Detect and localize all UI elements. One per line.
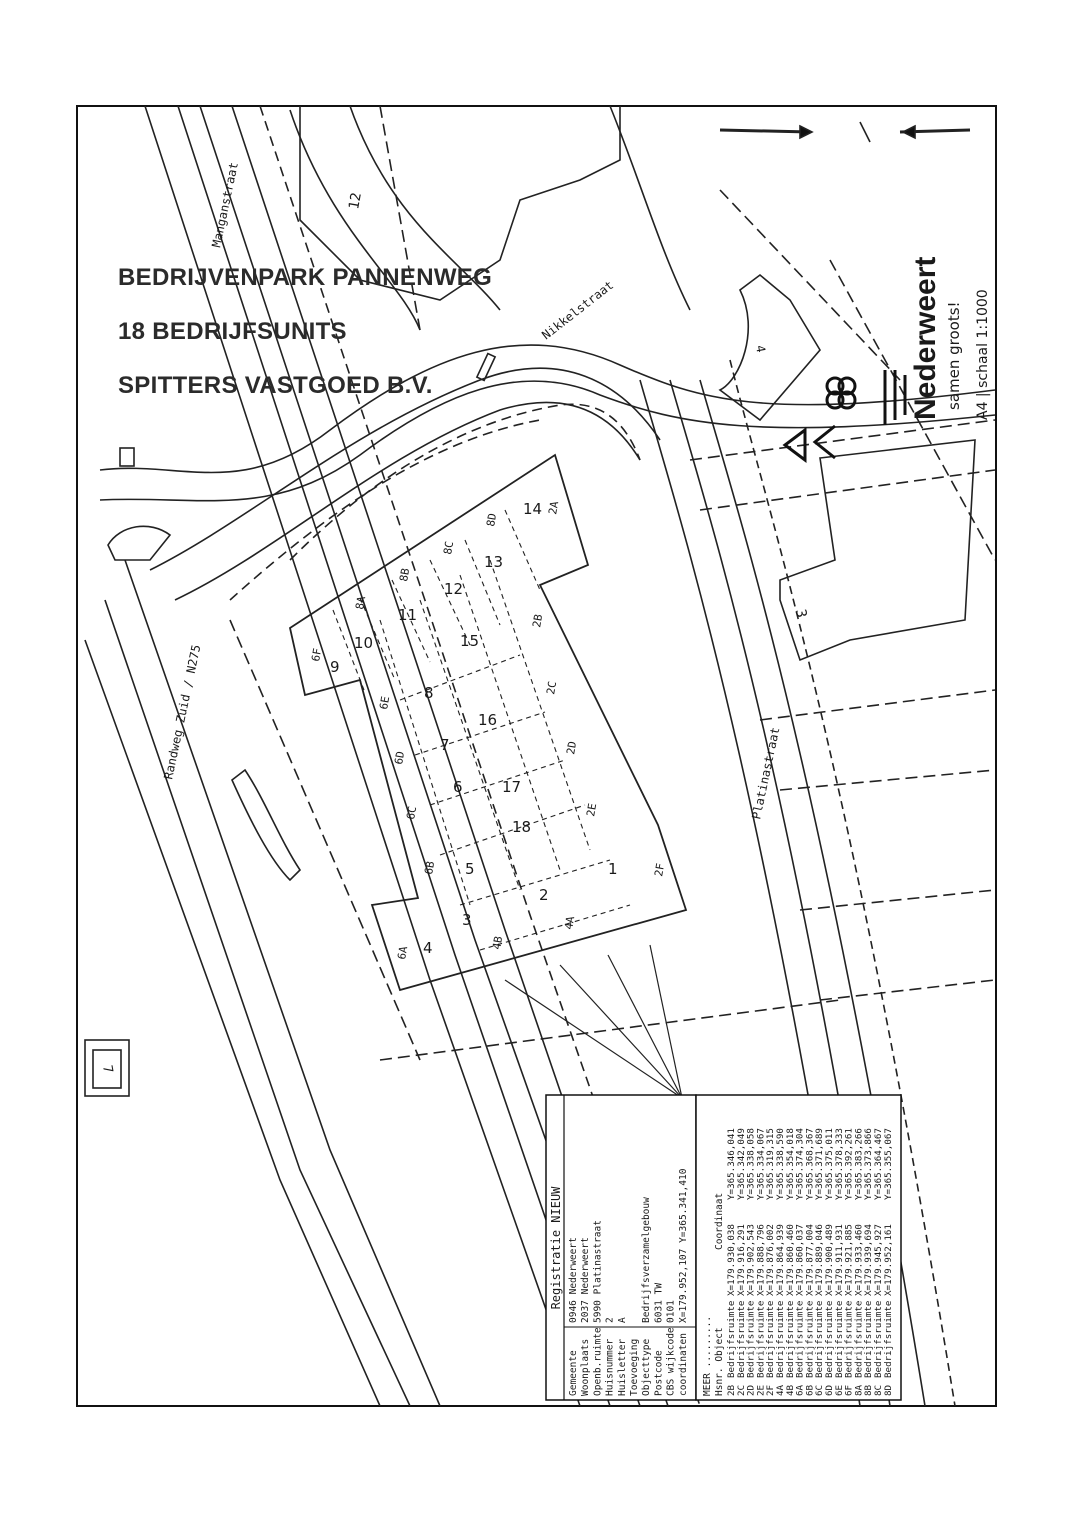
unit-code: 8A [353, 595, 369, 611]
logo-tagline: samen groots! [945, 301, 963, 410]
unit-number: 16 [478, 711, 498, 729]
object-hsnr: 6A [794, 1384, 806, 1396]
registration-label: Postcode [653, 1350, 665, 1396]
unit-code: 2C [544, 680, 560, 696]
unit-number: 12 [444, 580, 464, 598]
unit-code: 6D [392, 750, 408, 766]
registration-value: 5990 Platinastraat [592, 1220, 604, 1323]
object-x: X=179.911,931 [833, 1224, 845, 1296]
object-y: Y=365.373,866 [863, 1128, 875, 1200]
title-line-2: 18 BEDRIJFSUNITS [118, 318, 347, 345]
unit-number: 3 [462, 911, 472, 929]
street-label-nikkelstraat: Nikkelstraat [539, 277, 617, 343]
unit-number: 8 [424, 684, 434, 702]
registration-label: Openb.ruimte [592, 1327, 604, 1396]
unit-code: 2F [652, 862, 668, 878]
object-y: Y=365.355,067 [882, 1128, 894, 1200]
object-object: Bedrijfsruimte [814, 1300, 826, 1378]
object-x: X=179.900,489 [824, 1224, 835, 1296]
unit-code: 6E [377, 695, 393, 711]
object-hsnr: 4B [784, 1384, 796, 1396]
building-number-3: 3 [792, 607, 810, 620]
unit-number: 11 [398, 606, 418, 624]
object-hsnr: 6C [814, 1384, 826, 1396]
object-x: X=179.888,796 [755, 1224, 767, 1296]
registration-label: Toevoeging [629, 1338, 640, 1396]
object-hsnr: 4A [775, 1384, 786, 1396]
object-object: Bedrijfsruimte [853, 1300, 865, 1378]
object-y: Y=365.374,304 [794, 1128, 806, 1200]
object-x: X=179.933,460 [853, 1224, 865, 1296]
object-y: Y=365.371,689 [814, 1128, 826, 1200]
registration-label: Objecttype [641, 1338, 653, 1396]
title-line-3: SPITTERS VASTGOED B.V. [118, 372, 433, 399]
object-x: X=179.860,037 [794, 1224, 806, 1296]
unit-code: 2B [530, 613, 546, 629]
registration-value: 6031 TW [653, 1282, 665, 1323]
object-y: Y=365.392,261 [843, 1128, 855, 1200]
object-object: Bedrijfsruimte [735, 1300, 747, 1378]
registration-value: A [616, 1317, 628, 1323]
logo-emblem-icon [785, 370, 905, 460]
registration-value: 0101 [665, 1300, 677, 1323]
object-y: Y=365.342,049 [735, 1128, 747, 1200]
unit-code: 8D [484, 512, 500, 528]
object-object: Bedrijfsruimte [833, 1300, 845, 1378]
object-object: Bedrijfsruimte [755, 1300, 767, 1378]
street-label-randweg: Randweg Zuid / N275 [161, 643, 204, 781]
object-hsnr: 8B [863, 1384, 875, 1396]
unit-code: 8C [441, 540, 457, 556]
unit-number: 10 [354, 634, 374, 652]
object-x: X=179.876,002 [765, 1224, 777, 1296]
object-object: Bedrijfsruimte [804, 1300, 816, 1378]
unit-code: 2A [546, 500, 562, 516]
unit-number: 7 [440, 736, 450, 754]
object-x: X=179.889,046 [814, 1224, 826, 1296]
object-object: Bedrijfsruimte [824, 1300, 835, 1378]
title-line-1: BEDRIJVENPARK PANNENWEG [118, 264, 493, 291]
object-y: Y=365.368,367 [804, 1128, 816, 1200]
object-hsnr: 6F [843, 1384, 855, 1396]
object-y: Y=365.346,041 [726, 1128, 737, 1200]
object-object: Bedrijfsruimte [784, 1300, 796, 1378]
object-object: Bedrijfsruimte [765, 1300, 777, 1378]
object-y: Y=365.354,018 [784, 1128, 796, 1200]
registration-label: CBS wijkcode [665, 1327, 677, 1396]
object-object: Bedrijfsruimte [863, 1300, 875, 1378]
street-label-manganstraat: Manganstraat [209, 160, 241, 249]
object-object: Bedrijfsruimte [794, 1300, 806, 1378]
building-number-7: 7 [99, 1064, 116, 1075]
meer-label: MEER ......... [702, 1315, 713, 1396]
unit-number: 13 [484, 553, 504, 571]
unit-number: 15 [460, 632, 480, 650]
object-hsnr: 8D [882, 1384, 894, 1396]
object-hsnr: 6B [804, 1384, 816, 1396]
object-y: Y=365.364,467 [873, 1128, 884, 1200]
registration-value: 2 [604, 1317, 616, 1323]
unit-number: 14 [523, 500, 543, 518]
registration-label: coordinaten [677, 1333, 689, 1396]
object-x: X=179.939,694 [863, 1224, 875, 1296]
building-number-12: 12 [346, 191, 365, 211]
unit-code: 6F [309, 647, 325, 663]
unit-code: 6A [395, 945, 411, 961]
object-y: Y=365.319,315 [765, 1128, 777, 1200]
unit-code: 2D [564, 740, 580, 756]
registration-label: Huisletter [616, 1338, 628, 1396]
object-y: Y=365.383,266 [853, 1128, 865, 1200]
registration-value: 0946 Nederweert [568, 1237, 579, 1323]
object-hsnr: 8C [873, 1384, 884, 1396]
object-hsnr: 2E [755, 1384, 767, 1396]
object-y: Y=365.338,590 [775, 1128, 786, 1200]
registration-value: Bedrijfsverzamelgebouw [641, 1197, 653, 1323]
object-column-header: Hsnr. Object [714, 1327, 725, 1396]
object-hsnr: 2B [726, 1384, 737, 1396]
object-x: X=179.930,038 [726, 1224, 737, 1296]
registration-table [546, 1095, 901, 1400]
unit-number: 5 [465, 860, 475, 878]
object-hsnr: 2D [745, 1384, 757, 1396]
object-hsnr: 2F [765, 1384, 777, 1396]
street-label-platinastraat: Platinastraat [749, 725, 783, 821]
object-object: Bedrijfsruimte [873, 1300, 884, 1378]
unit-number: 9 [330, 658, 340, 676]
registration-value: 2037 Nederweert [580, 1237, 592, 1323]
registration-label: Gemeente [568, 1350, 579, 1396]
object-x: X=179.864,939 [775, 1224, 786, 1296]
object-x: X=179.952,161 [882, 1224, 894, 1296]
unit-code: 4B [490, 935, 506, 951]
unit-number: 17 [502, 778, 522, 796]
object-y: Y=365.378,333 [833, 1128, 845, 1200]
registration-label: Huisnummer [604, 1338, 616, 1396]
reference-arrows [505, 945, 682, 1098]
object-hsnr: 8A [853, 1384, 865, 1396]
object-hsnr: 6E [833, 1384, 845, 1396]
object-object: Bedrijfsruimte [745, 1300, 757, 1378]
object-object: Bedrijfsruimte [843, 1300, 855, 1378]
unit-code: 8B [397, 567, 413, 583]
unit-number: 4 [423, 939, 433, 957]
nederweert-logo [785, 257, 991, 460]
object-object: Bedrijfsruimte [726, 1300, 737, 1378]
coordinate-column-header: Coordinaat [714, 1192, 725, 1250]
scale-label: A4 | schaal 1:1000 [975, 289, 991, 420]
object-x: X=179.945,927 [873, 1224, 884, 1296]
object-x: X=179.916,291 [735, 1224, 747, 1296]
object-x: X=179.877,004 [804, 1224, 816, 1296]
object-object: Bedrijfsruimte [775, 1300, 786, 1378]
unit-code: 2E [584, 802, 600, 818]
object-x: X=179.902,543 [745, 1224, 757, 1296]
unit-number: 2 [539, 886, 549, 904]
registration-label: Woonplaats [580, 1338, 592, 1396]
unit-code: 6B [422, 860, 438, 876]
object-y: Y=365.375,011 [824, 1128, 835, 1200]
object-x: X=179.860,460 [784, 1224, 796, 1296]
object-hsnr: 6D [824, 1384, 835, 1396]
object-x: X=179.921,885 [843, 1224, 855, 1296]
unit-number: 18 [512, 818, 532, 836]
unit-code: 6C [404, 805, 420, 821]
object-y: Y=365.338,058 [745, 1128, 757, 1200]
unit-number: 1 [608, 860, 618, 878]
registration-heading: Registratie NIEUW [549, 1186, 563, 1310]
registration-value: X=179.952,107 Y=365.341,410 [677, 1168, 689, 1323]
logo-name: Nederweert [909, 256, 942, 420]
building-number-4: 4 [753, 344, 769, 354]
object-y: Y=365.334,067 [755, 1128, 767, 1200]
object-hsnr: 2C [735, 1384, 747, 1396]
unit-code: 4A [562, 915, 578, 931]
object-object: Bedrijfsruimte [882, 1300, 894, 1378]
unit-number: 6 [453, 778, 463, 796]
